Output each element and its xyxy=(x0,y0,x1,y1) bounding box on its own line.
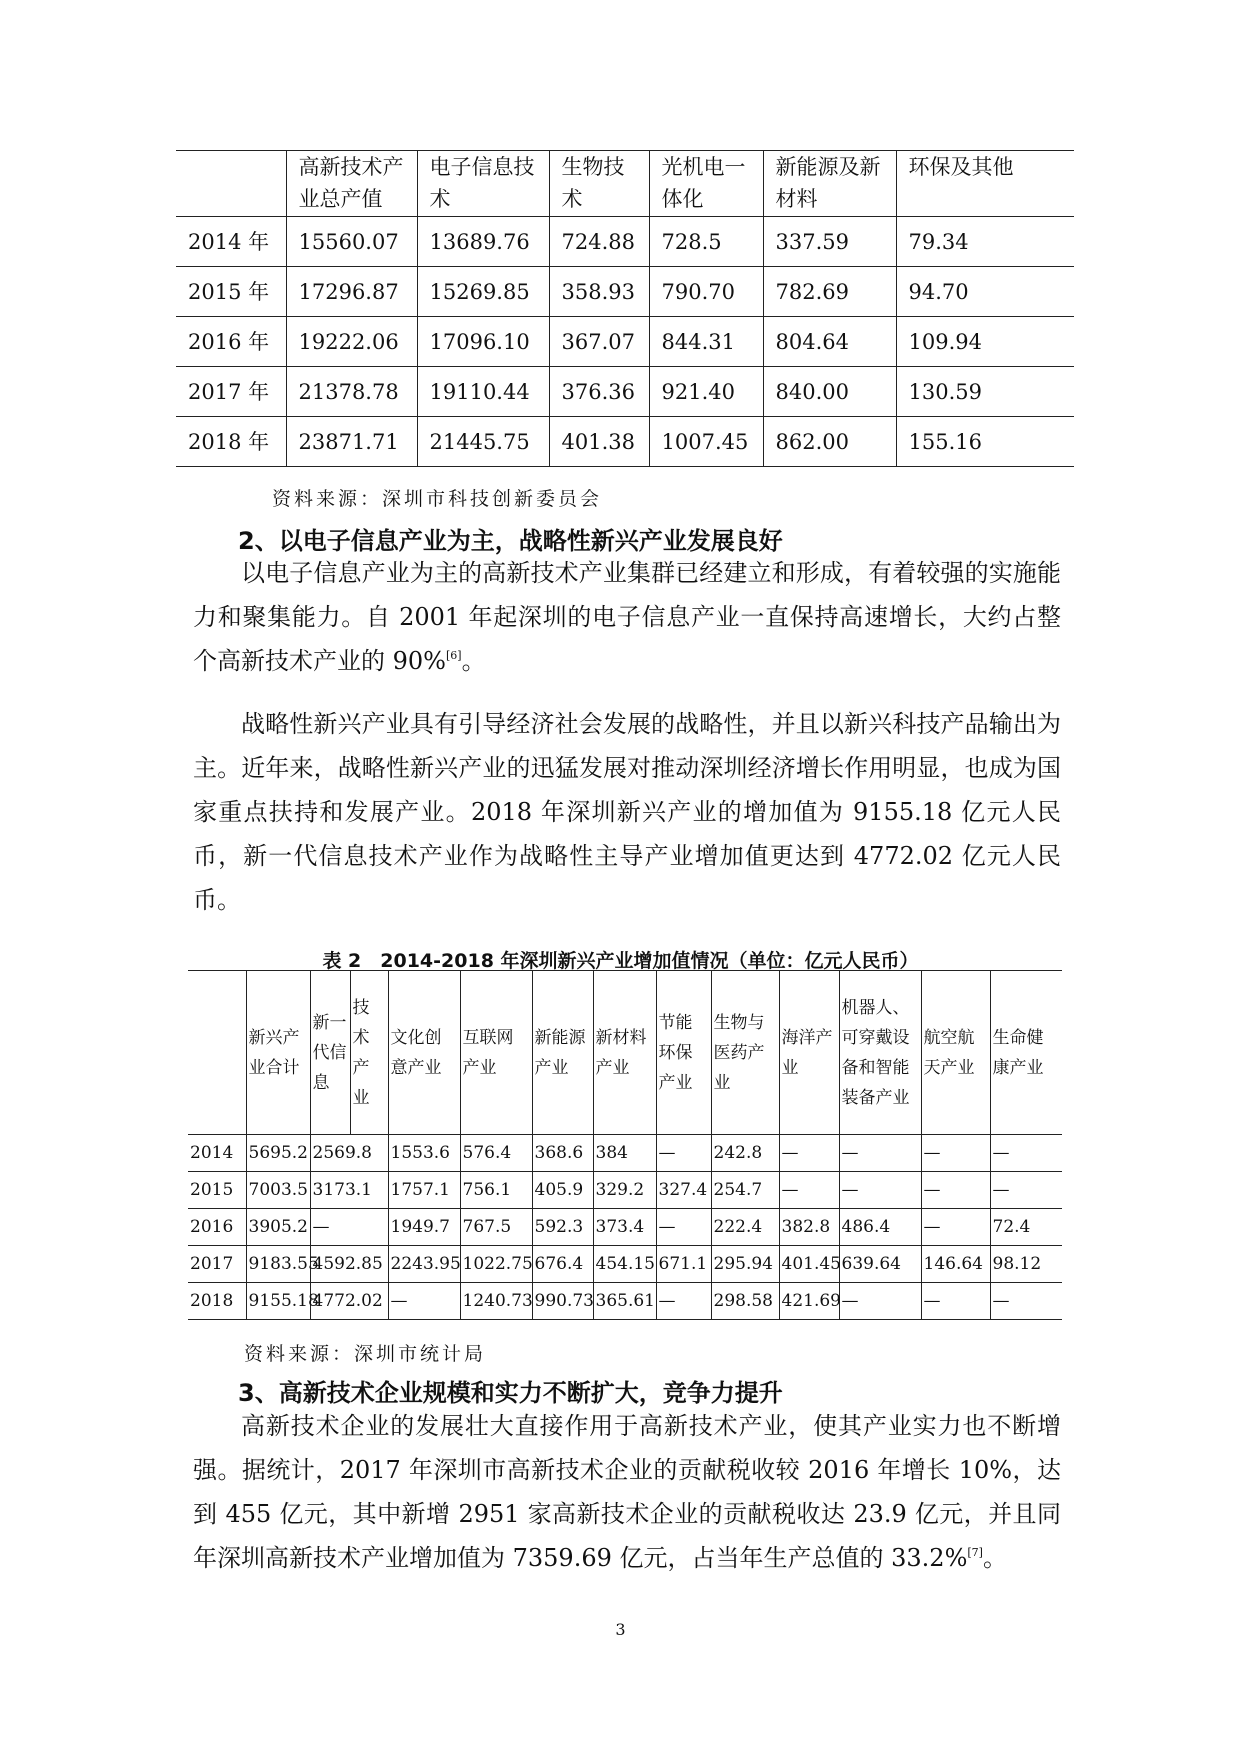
table-header-cell: 高新技术产业总产值 xyxy=(286,151,417,217)
table-cell: 13689.76 xyxy=(417,217,549,267)
table-cell: 19222.06 xyxy=(286,317,417,367)
table-header-cell: 新材料产业 xyxy=(593,971,656,1135)
table-header-cell: 生命健康产业 xyxy=(990,971,1062,1135)
table-cell: — xyxy=(656,1209,711,1246)
section3-paragraph-1: 高新技术企业的发展壮大直接作用于高新技术产业，使其产业实力也不断增强。据统计，2017 年深圳市高新技术企业的贡献税收较 2016 年增长 10%，达到 455 亿元，其中新增 2951 家高新技术企业的贡献税收达 23.9 亿元，并且同年深圳高新技术产业增加值为 7359.69 亿元，占当年生产总值的 33.2%[7]。 xyxy=(193,1412,1061,1572)
table-cell: 3173.1 xyxy=(310,1172,388,1209)
table-header-row xyxy=(176,151,1074,217)
table-row xyxy=(176,267,1074,317)
table-cell: — xyxy=(921,1209,990,1246)
table-cell: 367.07 xyxy=(549,317,649,367)
table-cell: 921.40 xyxy=(649,367,763,417)
table-cell: 384 xyxy=(593,1135,656,1172)
table-cell: 2014 年 xyxy=(176,217,286,267)
table-cell: 2018 年 xyxy=(176,417,286,467)
table-row xyxy=(188,1246,1062,1283)
table-header-cell: 光机电一体化 xyxy=(649,151,763,217)
table-cell: 5695.2 xyxy=(246,1135,310,1172)
table-cell: 19110.44 xyxy=(417,367,549,417)
section2-paragraph-1: 以电子信息产业为主的高新技术产业集群已经建立和形成，有着较强的实施能力和聚集能力。自 2001 年起深圳的电子信息产业一直保持高速增长，大约占整个高新技术产业的 90%[6]。 xyxy=(193,559,1061,675)
table-cell: 405.9 xyxy=(532,1172,593,1209)
table-row xyxy=(176,367,1074,417)
table2-caption: 表 2 2014-2018 年深圳新兴产业增加值情况（单位：亿元人民币） xyxy=(322,950,919,972)
table-cell: 2017 年 xyxy=(176,367,286,417)
table-header-cell: 生物与医药产业 xyxy=(711,971,779,1135)
table-cell: — xyxy=(839,1283,921,1320)
table-cell: 454.15 xyxy=(593,1246,656,1283)
table-cell: 804.64 xyxy=(763,317,896,367)
table-cell: 728.5 xyxy=(649,217,763,267)
table-cell: 242.8 xyxy=(711,1135,779,1172)
table-cell: 1022.75 xyxy=(460,1246,532,1283)
table-cell: — xyxy=(839,1135,921,1172)
table-cell: 2569.8 xyxy=(310,1135,388,1172)
table-cell: 21445.75 xyxy=(417,417,549,467)
table-cell: — xyxy=(779,1135,839,1172)
table-cell: 2017 xyxy=(188,1246,246,1283)
table-cell: 4592.85 xyxy=(310,1246,388,1283)
table-cell: 421.69 xyxy=(779,1283,839,1320)
table-cell: 782.69 xyxy=(763,267,896,317)
table-cell: 990.73 xyxy=(532,1283,593,1320)
table-cell: 130.59 xyxy=(896,367,1074,417)
table-header-cell: 海洋产业 xyxy=(779,971,839,1135)
section2-heading: 2、以电子信息产业为主，战略性新兴产业发展良好 xyxy=(238,527,783,555)
table-cell: 365.61 xyxy=(593,1283,656,1320)
table-cell: 327.4 xyxy=(656,1172,711,1209)
table-cell: 2015 年 xyxy=(176,267,286,317)
table-cell: 155.16 xyxy=(896,417,1074,467)
table2-source: 资料来源：深圳市统计局 xyxy=(244,1343,487,1365)
table-header-cell: 技术产业 xyxy=(350,971,388,1135)
table-cell: 401.38 xyxy=(549,417,649,467)
table-header-cell xyxy=(176,151,286,217)
table-cell: — xyxy=(839,1172,921,1209)
table-cell: 4772.02 xyxy=(310,1283,388,1320)
table-cell: 7003.5 xyxy=(246,1172,310,1209)
table-cell: 639.64 xyxy=(839,1246,921,1283)
table-cell: 1757.1 xyxy=(388,1172,460,1209)
table-cell: 844.31 xyxy=(649,317,763,367)
table-cell: 671.1 xyxy=(656,1246,711,1283)
table-cell: 724.88 xyxy=(549,217,649,267)
table-header-cell: 机器人、可穿戴设备和智能装备产业 xyxy=(839,971,921,1135)
section2-paragraph-2: 战略性新兴产业具有引导经济社会发展的战略性，并且以新兴科技产品输出为主。近年来，战略性新兴产业的迅猛发展对推动深圳经济增长作用明显，也成为国家重点扶持和发展产业。2018 年深圳新兴产业的增加值为 9155.18 亿元人民币，新一代信息技术产业作为战略性主导产业增加值更达到 4772.02 亿元人民币。 xyxy=(193,710,1061,914)
table-cell: 298.58 xyxy=(711,1283,779,1320)
table-cell: — xyxy=(990,1283,1062,1320)
table-cell: 72.4 xyxy=(990,1209,1062,1246)
citation-ref: [7] xyxy=(967,1546,983,1559)
table-cell: 254.7 xyxy=(711,1172,779,1209)
table-cell: 840.00 xyxy=(763,367,896,417)
table-cell: 2016 年 xyxy=(176,317,286,367)
table-row xyxy=(188,1283,1062,1320)
table1-source: 资料来源：深圳市科技创新委员会 xyxy=(272,488,603,510)
table-cell: 17296.87 xyxy=(286,267,417,317)
table-row xyxy=(188,1135,1062,1172)
table-cell: 2243.95 xyxy=(388,1246,460,1283)
table-row xyxy=(176,317,1074,367)
table-cell: 94.70 xyxy=(896,267,1074,317)
table-cell: 17096.10 xyxy=(417,317,549,367)
table-cell: 9155.18 xyxy=(246,1283,310,1320)
table-cell: 592.3 xyxy=(532,1209,593,1246)
table-cell: — xyxy=(921,1135,990,1172)
table-cell: 23871.71 xyxy=(286,417,417,467)
table-header-cell: 航空航天产业 xyxy=(921,971,990,1135)
table-cell: 3905.2 xyxy=(246,1209,310,1246)
table-row xyxy=(188,1172,1062,1209)
table-header-cell: 新兴产业合计 xyxy=(246,971,310,1135)
table-cell: 9183.55 xyxy=(246,1246,310,1283)
table-cell: 222.4 xyxy=(711,1209,779,1246)
table-cell: 21378.78 xyxy=(286,367,417,417)
table-cell: 376.36 xyxy=(549,367,649,417)
table-cell: 756.1 xyxy=(460,1172,532,1209)
table-cell: 368.6 xyxy=(532,1135,593,1172)
table-cell: 373.4 xyxy=(593,1209,656,1246)
table-cell: 676.4 xyxy=(532,1246,593,1283)
table-row xyxy=(176,217,1074,267)
table-header-cell: 环保及其他 xyxy=(896,151,1074,217)
table-cell: 2014 xyxy=(188,1135,246,1172)
table-cell: 15560.07 xyxy=(286,217,417,267)
table-cell: — xyxy=(990,1135,1062,1172)
table-cell: 1553.6 xyxy=(388,1135,460,1172)
table-header-cell: 新能源产业 xyxy=(532,971,593,1135)
table-cell: 146.64 xyxy=(921,1246,990,1283)
table-header-cell: 节能环保产业 xyxy=(656,971,711,1135)
table-cell: — xyxy=(921,1172,990,1209)
table-cell: — xyxy=(310,1209,388,1246)
table-cell: 295.94 xyxy=(711,1246,779,1283)
page-number: 3 xyxy=(615,1620,626,1639)
table-cell: 2018 xyxy=(188,1283,246,1320)
table-header-cell: 新一代信息 xyxy=(310,971,350,1135)
section3-heading: 3、高新技术企业规模和实力不断扩大，竞争力提升 xyxy=(238,1379,783,1407)
table-cell: 1949.7 xyxy=(388,1209,460,1246)
high-tech-output-table xyxy=(176,150,1074,467)
table-cell: 358.93 xyxy=(549,267,649,317)
table-cell: 2016 xyxy=(188,1209,246,1246)
table-cell: — xyxy=(921,1283,990,1320)
table-header-row xyxy=(188,971,1062,1135)
table-header-cell xyxy=(188,971,246,1135)
table-cell: 790.70 xyxy=(649,267,763,317)
table-header-cell: 生物技术 xyxy=(549,151,649,217)
table-cell: 79.34 xyxy=(896,217,1074,267)
emerging-industry-table xyxy=(188,970,1062,1320)
table-cell: 1007.45 xyxy=(649,417,763,467)
table-cell: — xyxy=(656,1283,711,1320)
citation-ref: [6] xyxy=(445,649,462,662)
table-header-cell: 新能源及新材料 xyxy=(763,151,896,217)
table-cell: 382.8 xyxy=(779,1209,839,1246)
table-cell: 337.59 xyxy=(763,217,896,267)
table-cell: — xyxy=(779,1172,839,1209)
table-cell: 401.45 xyxy=(779,1246,839,1283)
table-header-cell: 文化创意产业 xyxy=(388,971,460,1135)
table-cell: 98.12 xyxy=(990,1246,1062,1283)
table-cell: — xyxy=(656,1135,711,1172)
table-cell: — xyxy=(990,1172,1062,1209)
table-header-cell: 互联网产业 xyxy=(460,971,532,1135)
table-cell: 767.5 xyxy=(460,1209,532,1246)
table-row xyxy=(188,1209,1062,1246)
table-cell: 329.2 xyxy=(593,1172,656,1209)
table-cell: 486.4 xyxy=(839,1209,921,1246)
table-cell: 109.94 xyxy=(896,317,1074,367)
table-cell: — xyxy=(388,1283,460,1320)
table-cell: 576.4 xyxy=(460,1135,532,1172)
table-header-cell: 电子信息技术 xyxy=(417,151,549,217)
table-cell: 2015 xyxy=(188,1172,246,1209)
table-cell: 862.00 xyxy=(763,417,896,467)
table-cell: 1240.73 xyxy=(460,1283,532,1320)
table-cell: 15269.85 xyxy=(417,267,549,317)
table-row xyxy=(176,417,1074,467)
